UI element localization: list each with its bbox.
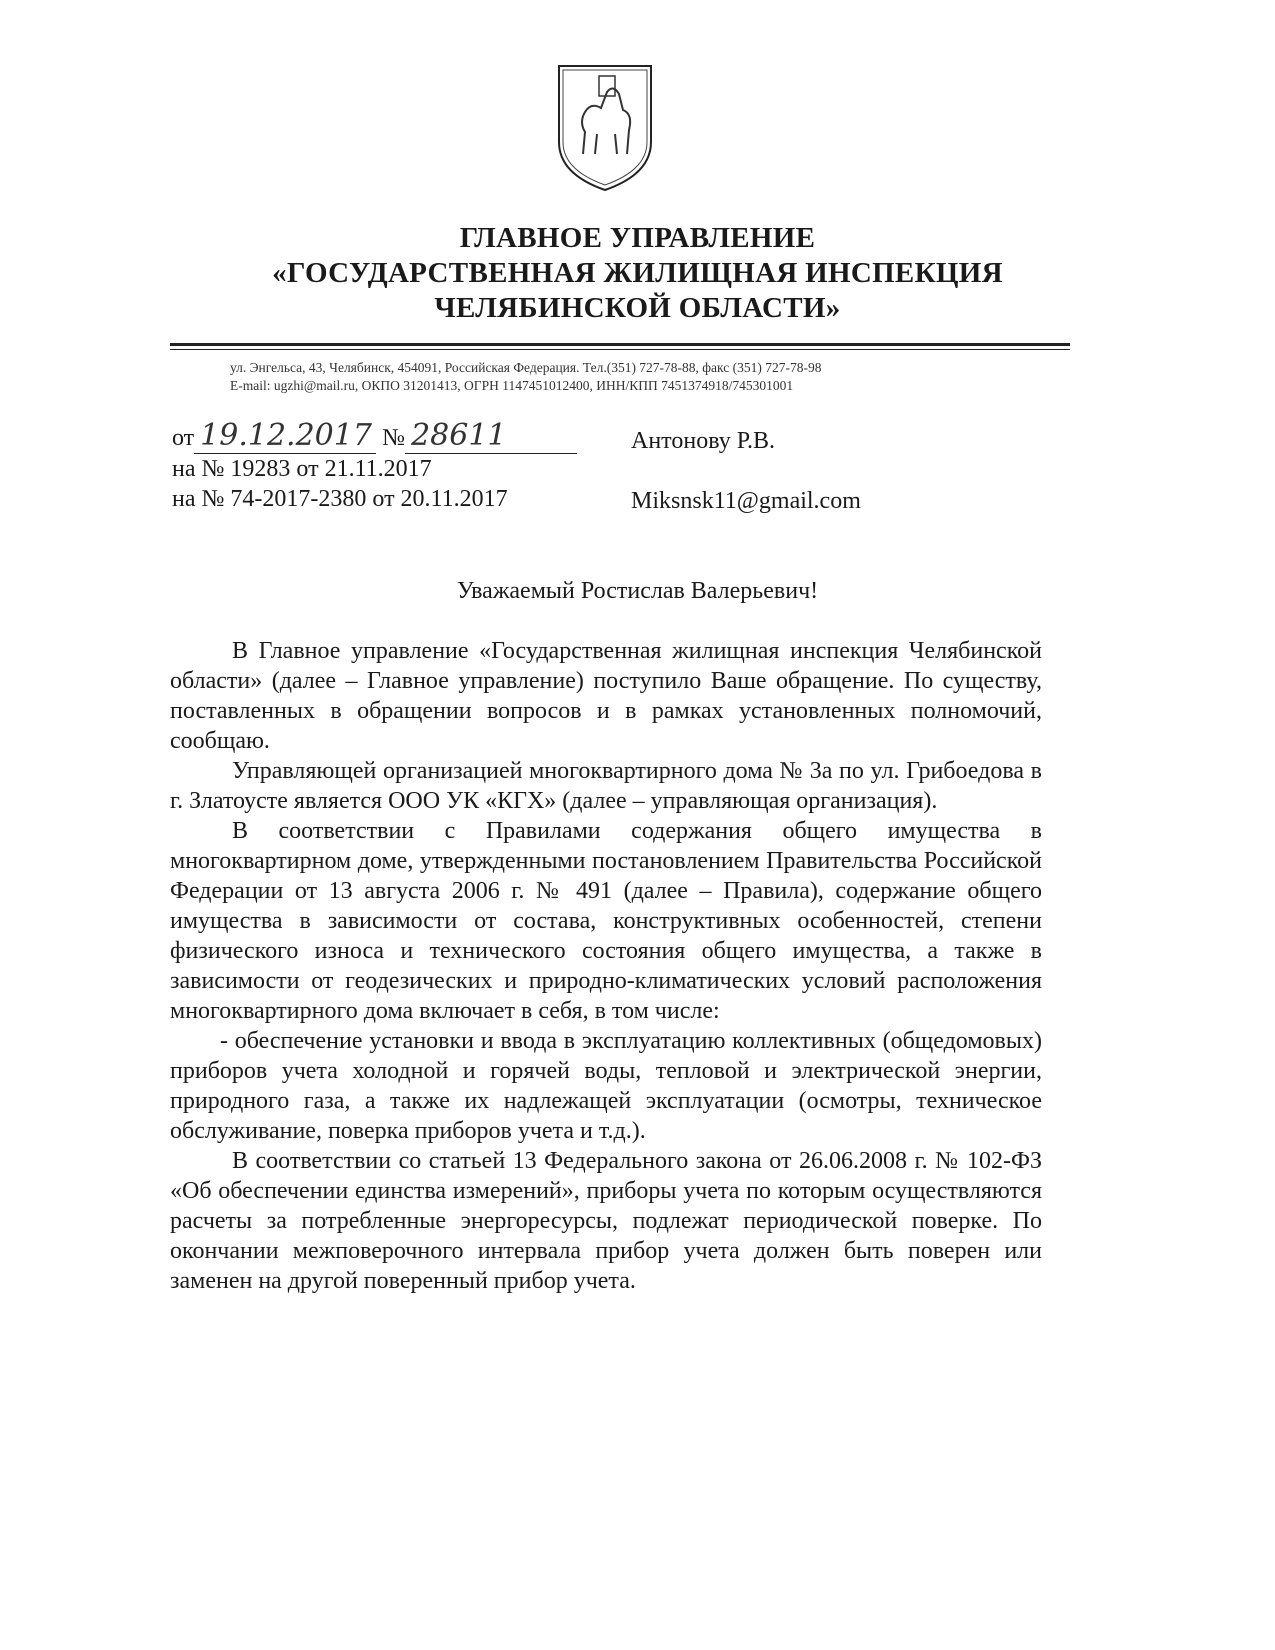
header-divider <box>170 343 1070 346</box>
org-title-line-1: ГЛАВНОЕ УПРАВЛЕНИЕ <box>459 222 816 254</box>
handwritten-date: 19.12.2017 <box>194 418 376 454</box>
paragraph: В соответствии со статьей 13 Федерального закона от 26.06.2008 г. № 102-ФЗ «Об обеспечении единства измерений», приборы учета по которым осуществляются расчеты за потребленные энергоресурсы, подлежат периодической поверке. По окончании межповерочного интервала прибор учета должен быть поверен или заменен на другой поверенный прибор учета. <box>170 1148 1042 1294</box>
paragraph: В соответствии с Правилами содержания общего имущества в многоквартирном доме, утвержденными постановлением Правительства Российской Федерации от 13 августа 2006 г. № 491 (далее – Правила), содержание общего имущества в зависимости от состава, конструктивных особенностей, степени физического износа и технического состояния общего имущества, а также в зависимости от геодезических и природно-климатических условий расположения многоквартирного дома включает в себя, в том числе: <box>170 818 1042 1024</box>
reply-reference-2: на № 74-2017-2380 от 20.11.2017 <box>172 486 508 512</box>
list-item: - обеспечение установки и ввода в эксплуатацию коллективных (общедомовых) приборов учета холодной и горячей воды, тепловой и электрической энергии, природного газа, а также их надлежащей эксплуатации (осмотры, техническое обслуживание, поверка приборов учета и т.д.). <box>170 1028 1042 1144</box>
paragraph: В Главное управление «Государственная жилищная инспекция Челябинской области» (далее – Главное управление) поступило Ваше обращение. По существу, поставленных в обращении вопросов и в рамках установленных полномочий, сообщаю. <box>170 638 1042 754</box>
handwritten-number: 28611 <box>405 418 577 454</box>
number-label: № <box>382 425 406 451</box>
letter-body <box>170 636 1042 1296</box>
salutation: Уважаемый Ростислав Валерьевич! <box>456 578 819 604</box>
recipient-name: Антонову Р.В. <box>631 428 776 454</box>
org-title-line-3: ЧЕЛЯБИНСКОЙ ОБЛАСТИ» <box>434 292 841 324</box>
from-label: от <box>172 425 195 451</box>
outgoing-reference <box>172 418 577 454</box>
address-line: ул. Энгельса, 43, Челябинск, 454091, Российская Федерация. Тел.(351) 727-78-88, факс (351) 727-78-98 <box>230 360 822 375</box>
header-divider-thin <box>170 349 1070 350</box>
contacts-line: E-mail: ugzhi@mail.ru, ОКПО 31201413, ОГРН 1147451012400, ИНН/КПП 7451374918/745301001 <box>230 378 794 393</box>
paragraph: Управляющей организацией многоквартирного дома № 3а по ул. Грибоедова в г. Златоусте является ООО УК «КГХ» (далее – управляющая организация). <box>170 758 1042 814</box>
coat-of-arms-emblem <box>555 62 655 194</box>
org-title-line-2: «ГОСУДАРСТВЕННАЯ ЖИЛИЩНАЯ ИНСПЕКЦИЯ <box>272 257 1003 289</box>
reply-reference-1: на № 19283 от 21.11.2017 <box>172 456 432 482</box>
recipient-email: Miksnsk11@gmail.com <box>631 488 861 514</box>
